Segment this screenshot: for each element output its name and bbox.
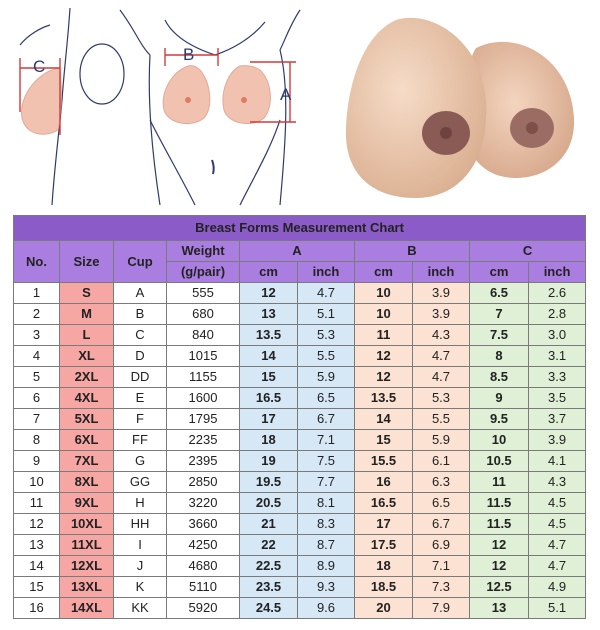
cell-b-cm: 16.5 bbox=[355, 493, 413, 514]
cell-c-cm: 8.5 bbox=[470, 367, 529, 388]
cell-cup: E bbox=[114, 388, 167, 409]
cell-c-inch: 5.1 bbox=[529, 598, 586, 619]
cell-b-cm: 10 bbox=[355, 283, 413, 304]
cell-c-cm: 6.5 bbox=[470, 283, 529, 304]
header-a: A bbox=[240, 241, 355, 262]
cell-c-inch: 4.5 bbox=[529, 493, 586, 514]
cell-b-inch: 7.1 bbox=[413, 556, 470, 577]
cell-c-inch: 3.1 bbox=[529, 346, 586, 367]
cell-a-cm: 14 bbox=[240, 346, 298, 367]
cell-cup: F bbox=[114, 409, 167, 430]
label-a: A bbox=[280, 85, 292, 104]
cell-no: 8 bbox=[14, 430, 60, 451]
cell-b-cm: 12 bbox=[355, 346, 413, 367]
cell-size: 9XL bbox=[60, 493, 114, 514]
cell-b-cm: 16 bbox=[355, 472, 413, 493]
table-row bbox=[14, 325, 586, 346]
cell-cup: J bbox=[114, 556, 167, 577]
table-row bbox=[14, 283, 586, 304]
cell-b-cm: 13.5 bbox=[355, 388, 413, 409]
cell-c-inch: 4.3 bbox=[529, 472, 586, 493]
cell-size: S bbox=[60, 283, 114, 304]
measurement-diagram bbox=[0, 0, 322, 210]
cell-a-cm: 19.5 bbox=[240, 472, 298, 493]
header-c-cm: cm bbox=[470, 262, 529, 283]
front-breast-left bbox=[163, 66, 210, 124]
cell-no: 14 bbox=[14, 556, 60, 577]
cell-a-inch: 5.5 bbox=[298, 346, 355, 367]
cell-c-cm: 12 bbox=[470, 556, 529, 577]
cell-c-inch: 2.6 bbox=[529, 283, 586, 304]
cell-b-cm: 18 bbox=[355, 556, 413, 577]
cell-a-cm: 18 bbox=[240, 430, 298, 451]
cell-no: 2 bbox=[14, 304, 60, 325]
table-row bbox=[14, 304, 586, 325]
table-row bbox=[14, 577, 586, 598]
cell-no: 4 bbox=[14, 346, 60, 367]
table-row bbox=[14, 493, 586, 514]
cell-b-cm: 15 bbox=[355, 430, 413, 451]
table-row bbox=[14, 535, 586, 556]
table-row bbox=[14, 556, 586, 577]
cell-cup: C bbox=[114, 325, 167, 346]
cell-b-cm: 10 bbox=[355, 304, 413, 325]
cell-cup: D bbox=[114, 346, 167, 367]
cell-cup: G bbox=[114, 451, 167, 472]
cell-a-cm: 15 bbox=[240, 367, 298, 388]
cell-a-cm: 17 bbox=[240, 409, 298, 430]
cell-c-inch: 3.0 bbox=[529, 325, 586, 346]
header-a-inch: inch bbox=[298, 262, 355, 283]
cell-c-cm: 12 bbox=[470, 535, 529, 556]
cell-size: 11XL bbox=[60, 535, 114, 556]
cell-weight: 680 bbox=[167, 304, 240, 325]
table-row bbox=[14, 514, 586, 535]
cell-c-inch: 3.9 bbox=[529, 430, 586, 451]
cell-c-inch: 4.1 bbox=[529, 451, 586, 472]
cell-b-inch: 6.1 bbox=[413, 451, 470, 472]
cell-no: 7 bbox=[14, 409, 60, 430]
cell-b-inch: 5.5 bbox=[413, 409, 470, 430]
cell-a-cm: 24.5 bbox=[240, 598, 298, 619]
cell-size: 14XL bbox=[60, 598, 114, 619]
cell-a-inch: 9.3 bbox=[298, 577, 355, 598]
cell-b-cm: 18.5 bbox=[355, 577, 413, 598]
table-row bbox=[14, 367, 586, 388]
cell-weight: 1795 bbox=[167, 409, 240, 430]
header-weight: Weight bbox=[167, 241, 240, 262]
cell-no: 13 bbox=[14, 535, 60, 556]
cell-a-cm: 12 bbox=[240, 283, 298, 304]
cell-size: 4XL bbox=[60, 388, 114, 409]
cell-size: L bbox=[60, 325, 114, 346]
cell-a-cm: 13.5 bbox=[240, 325, 298, 346]
cell-no: 15 bbox=[14, 577, 60, 598]
cell-size: 13XL bbox=[60, 577, 114, 598]
cell-c-cm: 7 bbox=[470, 304, 529, 325]
cell-cup: H bbox=[114, 493, 167, 514]
cell-a-cm: 13 bbox=[240, 304, 298, 325]
cell-c-inch: 3.5 bbox=[529, 388, 586, 409]
cell-a-cm: 23.5 bbox=[240, 577, 298, 598]
cell-a-inch: 6.7 bbox=[298, 409, 355, 430]
cell-b-cm: 17.5 bbox=[355, 535, 413, 556]
table-row bbox=[14, 388, 586, 409]
table-row bbox=[14, 472, 586, 493]
cell-b-inch: 6.7 bbox=[413, 514, 470, 535]
cell-a-cm: 19 bbox=[240, 451, 298, 472]
cell-weight: 840 bbox=[167, 325, 240, 346]
cell-cup: DD bbox=[114, 367, 167, 388]
cell-c-cm: 13 bbox=[470, 598, 529, 619]
cell-weight: 2235 bbox=[167, 430, 240, 451]
cell-c-cm: 8 bbox=[470, 346, 529, 367]
cell-weight: 5920 bbox=[167, 598, 240, 619]
cell-a-inch: 5.1 bbox=[298, 304, 355, 325]
cell-cup: I bbox=[114, 535, 167, 556]
table-title: Breast Forms Measurement Chart bbox=[14, 216, 586, 241]
cell-weight: 1015 bbox=[167, 346, 240, 367]
header-c-inch: inch bbox=[529, 262, 586, 283]
cell-no: 9 bbox=[14, 451, 60, 472]
cell-a-inch: 7.7 bbox=[298, 472, 355, 493]
header-weight-unit: (g/pair) bbox=[167, 262, 240, 283]
cell-size: 12XL bbox=[60, 556, 114, 577]
cell-b-cm: 11 bbox=[355, 325, 413, 346]
cell-c-cm: 9 bbox=[470, 388, 529, 409]
cell-weight: 2395 bbox=[167, 451, 240, 472]
cell-cup: B bbox=[114, 304, 167, 325]
cell-size: 8XL bbox=[60, 472, 114, 493]
cell-b-inch: 6.5 bbox=[413, 493, 470, 514]
cell-c-inch: 3.7 bbox=[529, 409, 586, 430]
table-row bbox=[14, 346, 586, 367]
cell-no: 10 bbox=[14, 472, 60, 493]
cell-b-inch: 7.3 bbox=[413, 577, 470, 598]
cell-b-cm: 17 bbox=[355, 514, 413, 535]
product-photo bbox=[326, 8, 594, 206]
cell-cup: GG bbox=[114, 472, 167, 493]
cell-a-inch: 7.5 bbox=[298, 451, 355, 472]
label-c: C bbox=[33, 57, 46, 76]
cell-weight: 5110 bbox=[167, 577, 240, 598]
cell-cup: FF bbox=[114, 430, 167, 451]
cell-a-inch: 8.7 bbox=[298, 535, 355, 556]
side-breast-shape bbox=[22, 68, 62, 134]
cell-c-cm: 11.5 bbox=[470, 514, 529, 535]
cell-b-inch: 3.9 bbox=[413, 283, 470, 304]
cell-weight: 1600 bbox=[167, 388, 240, 409]
cell-no: 5 bbox=[14, 367, 60, 388]
cell-weight: 4250 bbox=[167, 535, 240, 556]
front-breast-right bbox=[223, 66, 270, 124]
header-a-cm: cm bbox=[240, 262, 298, 283]
cell-a-cm: 16.5 bbox=[240, 388, 298, 409]
cell-size: 5XL bbox=[60, 409, 114, 430]
cell-c-cm: 10.5 bbox=[470, 451, 529, 472]
cell-a-inch: 4.7 bbox=[298, 283, 355, 304]
header-no: No. bbox=[14, 241, 60, 283]
cell-b-inch: 6.3 bbox=[413, 472, 470, 493]
cell-c-cm: 7.5 bbox=[470, 325, 529, 346]
table-row bbox=[14, 451, 586, 472]
cell-a-cm: 22 bbox=[240, 535, 298, 556]
cell-c-inch: 4.7 bbox=[529, 535, 586, 556]
cell-cup: KK bbox=[114, 598, 167, 619]
cell-size: XL bbox=[60, 346, 114, 367]
cell-a-inch: 5.3 bbox=[298, 325, 355, 346]
cell-b-inch: 4.7 bbox=[413, 346, 470, 367]
table-body bbox=[14, 283, 586, 619]
cell-cup: HH bbox=[114, 514, 167, 535]
cell-a-inch: 6.5 bbox=[298, 388, 355, 409]
cell-size: 2XL bbox=[60, 367, 114, 388]
cell-weight: 4680 bbox=[167, 556, 240, 577]
cell-b-inch: 3.9 bbox=[413, 304, 470, 325]
cell-a-inch: 7.1 bbox=[298, 430, 355, 451]
cell-c-cm: 12.5 bbox=[470, 577, 529, 598]
cell-size: 7XL bbox=[60, 451, 114, 472]
cell-no: 16 bbox=[14, 598, 60, 619]
cell-c-cm: 9.5 bbox=[470, 409, 529, 430]
cell-c-inch: 3.3 bbox=[529, 367, 586, 388]
cell-b-inch: 4.7 bbox=[413, 367, 470, 388]
cell-b-inch: 4.3 bbox=[413, 325, 470, 346]
cell-no: 1 bbox=[14, 283, 60, 304]
cell-size: M bbox=[60, 304, 114, 325]
cell-c-inch: 4.9 bbox=[529, 577, 586, 598]
cell-b-inch: 6.9 bbox=[413, 535, 470, 556]
cell-a-inch: 5.9 bbox=[298, 367, 355, 388]
cell-no: 12 bbox=[14, 514, 60, 535]
table-row bbox=[14, 430, 586, 451]
cell-b-inch: 5.9 bbox=[413, 430, 470, 451]
cell-c-inch: 4.5 bbox=[529, 514, 586, 535]
cell-a-inch: 8.3 bbox=[298, 514, 355, 535]
header-size: Size bbox=[60, 241, 114, 283]
table-row bbox=[14, 598, 586, 619]
measurement-table bbox=[13, 215, 586, 619]
cell-b-cm: 15.5 bbox=[355, 451, 413, 472]
cell-c-cm: 10 bbox=[470, 430, 529, 451]
cell-c-inch: 4.7 bbox=[529, 556, 586, 577]
cell-weight: 1155 bbox=[167, 367, 240, 388]
cell-b-inch: 5.3 bbox=[413, 388, 470, 409]
cell-a-inch: 9.6 bbox=[298, 598, 355, 619]
header-cup: Cup bbox=[114, 241, 167, 283]
cell-b-inch: 7.9 bbox=[413, 598, 470, 619]
cell-a-cm: 21 bbox=[240, 514, 298, 535]
cell-weight: 3660 bbox=[167, 514, 240, 535]
cell-size: 10XL bbox=[60, 514, 114, 535]
cell-b-cm: 20 bbox=[355, 598, 413, 619]
cell-no: 6 bbox=[14, 388, 60, 409]
cell-no: 11 bbox=[14, 493, 60, 514]
cell-cup: K bbox=[114, 577, 167, 598]
cell-c-cm: 11.5 bbox=[470, 493, 529, 514]
cell-c-cm: 11 bbox=[470, 472, 529, 493]
cell-weight: 555 bbox=[167, 283, 240, 304]
cell-b-cm: 14 bbox=[355, 409, 413, 430]
header-b-cm: cm bbox=[355, 262, 413, 283]
cell-weight: 2850 bbox=[167, 472, 240, 493]
cell-a-cm: 20.5 bbox=[240, 493, 298, 514]
cell-no: 3 bbox=[14, 325, 60, 346]
table-row bbox=[14, 409, 586, 430]
cell-a-inch: 8.1 bbox=[298, 493, 355, 514]
header-c: C bbox=[470, 241, 586, 262]
cell-a-inch: 8.9 bbox=[298, 556, 355, 577]
header-b-inch: inch bbox=[413, 262, 470, 283]
cell-size: 6XL bbox=[60, 430, 114, 451]
cell-b-cm: 12 bbox=[355, 367, 413, 388]
label-b: B bbox=[183, 45, 195, 64]
cell-weight: 3220 bbox=[167, 493, 240, 514]
cell-cup: A bbox=[114, 283, 167, 304]
cell-a-cm: 22.5 bbox=[240, 556, 298, 577]
header-b: B bbox=[355, 241, 470, 262]
cell-c-inch: 2.8 bbox=[529, 304, 586, 325]
